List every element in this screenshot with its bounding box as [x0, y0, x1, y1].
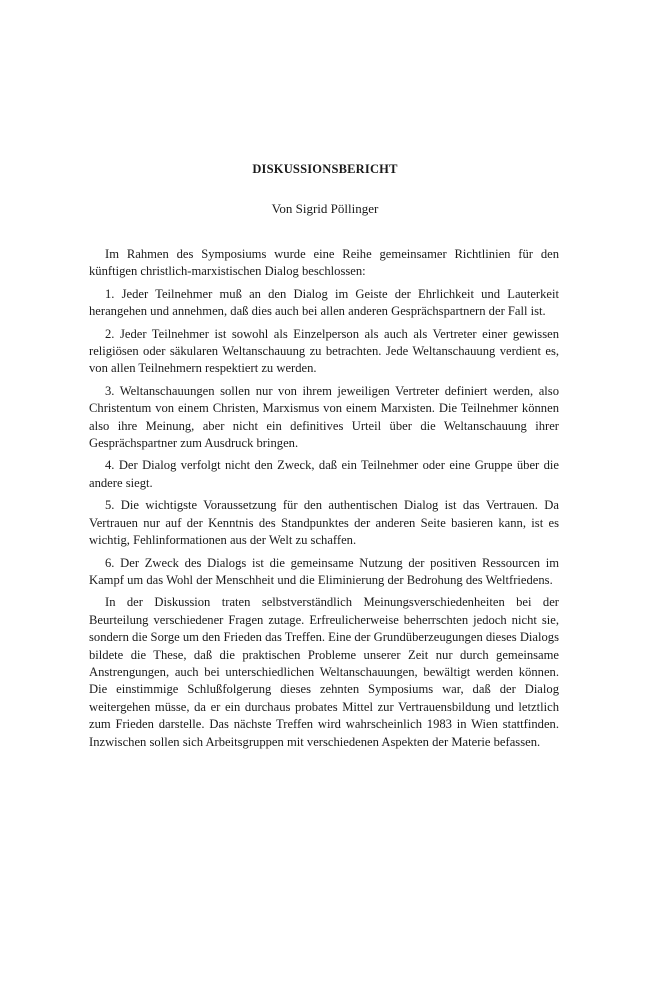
- paragraph-intro: Im Rahmen des Symposiums wurde eine Reihe gemeinsamer Richtlinien für den künftigen christlich-marxistischen Dialog beschlossen:: [89, 247, 559, 279]
- paragraph-guideline-5: 5. Die wichtigste Voraussetzung für den authentischen Dialog ist das Vertrauen. Da Vertrauen nur auf der Kenntnis des Standpunktes der anderen Seite basieren kann, ist es wichtig, Fehlinformationen aus der Welt zu schaffen.: [89, 498, 559, 548]
- document-author: Von Sigrid Pöllinger: [271, 201, 379, 216]
- paragraph-guideline-4: 4. Der Dialog verfolgt nicht den Zweck, daß ein Teilnehmer oder eine Gruppe über die andere siegt.: [89, 458, 559, 490]
- paragraph-discussion: In der Diskussion traten selbstverständlich Meinungsverschiedenheiten bei der Beurteilung verschiedener Fragen zutage. Erfreulicherweise beherrschten jedoch nicht sie, sondern die Sorge um den Frieden das Treffen. Eine der Grundüberzeugungen dieses Dialogs bildete die These, daß die praktischen Probleme unserer Zeit nur durch gemeinsame Anstrengungen, auch bei unterschiedlichen Weltanschauungen, bewältigt werden können. Die einstimmige Schlußfolgerung dieses zehnten Symposiums war, daß der Dialog weitergehen müsse, da er ein durchaus probates Mittel zur Vertrauensbildung und letztlich zum Frieden darstelle. Das nächste Treffen wird wahrscheinlich 1983 in Wien stattfinden. Inzwischen sollen sich Arbeitsgruppen mit verschiedenen Aspekten der Materie befassen.: [89, 595, 559, 749]
- paragraph-guideline-2: 2. Jeder Teilnehmer ist sowohl als Einzelperson als auch als Vertreter einer gewissen religiösen oder säkularen Weltanschauung zu betrachten. Jede Weltanschauung verdient es, von allen Teilnehmern respektiert zu werden.: [89, 326, 559, 376]
- paragraph-guideline-6: 6. Der Zweck des Dialogs ist die gemeinsame Nutzung der positiven Ressourcen im Kampf um das Wohl der Menschheit und die Eliminierung der Bedrohung des Weltfriedens.: [89, 555, 559, 587]
- paragraph-guideline-1: 1. Jeder Teilnehmer muß an den Dialog im Geiste der Ehrlichkeit und Lauterkeit herangehen und annehmen, daß dies auch bei allen anderen Gesprächspartnern der Fall ist.: [89, 286, 559, 319]
- document-body: [89, 246, 559, 756]
- paragraph-guideline-3: 3. Weltanschauungen sollen nur von ihrem jeweiligen Vertreter definiert werden, also Christentum von einem Christen, Marxismus von einem Marxisten. Die Teilnehmer können also ihre Meinung, aber nicht ein definitives Urteil über die Weltanschauung ihrer Gesprächspartner zum Ausdruck bringen.: [89, 383, 559, 451]
- document-title: DISKUSSIONSBERICHT: [252, 162, 398, 176]
